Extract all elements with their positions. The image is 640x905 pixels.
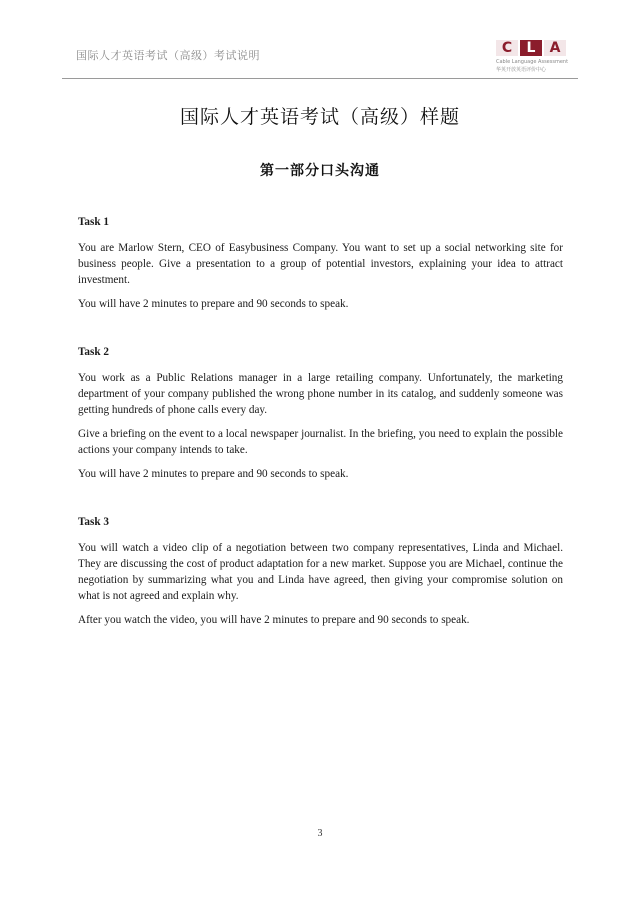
header-divider [62, 78, 578, 79]
page-header [62, 38, 578, 78]
task-3-block [78, 514, 563, 636]
task-2-briefing: Give a briefing on the event to a local newspaper journalist. In the briefing, you need to explain the possible actions your company intends to take. [78, 428, 563, 456]
task-1-timing: You will have 2 minutes to prepare and 90 seconds to speak. [78, 298, 349, 310]
document-title: 国际人才英语考试（高级）样题 [179, 106, 460, 128]
task-2-timing: You will have 2 minutes to prepare and 90 seconds to speak. [78, 468, 349, 480]
logo-letter-l: L [520, 40, 542, 56]
task-2-prompt: You work as a Public Relations manager in a large retailing company. Unfortunately, the marketing department of your company published the wrong phone number in its catalog, and suddenly someone was getting hundreds of phone calls every day. [78, 372, 563, 416]
logo-letter-a: A [544, 40, 566, 56]
task-2-block [78, 344, 563, 490]
task-3-heading: Task 3 [78, 516, 109, 528]
logo-subtitle-en: Cable Language Assessment [496, 59, 569, 65]
section-title: 第一部分口头沟通 [260, 163, 380, 179]
header-title: 国际人才英语考试（高级）考试说明 [76, 49, 260, 62]
task-3-prompt: You will watch a video clip of a negotiation between two company representatives, Linda and Michael. They are discussing the cost of product adaptation for a new market. Suppose you are Michael, continue the negotiation by summarizing what you and Linda have agreed, then giving your compromise solution on what is not agreed and explain why. [78, 542, 563, 602]
cla-logo [496, 38, 578, 72]
task-1-prompt: You are Marlow Stern, CEO of Easybusiness Company. You want to set up a social networking site for business people. Give a presentation to a group of potential investors, explaining your idea to attract investment. [78, 242, 563, 286]
task-1-block [78, 214, 563, 320]
page-number: 3 [317, 828, 323, 839]
logo-letter-c: C [496, 40, 518, 56]
task-2-heading: Task 2 [78, 346, 109, 358]
task-1-heading: Task 1 [78, 216, 109, 228]
logo-letters [496, 40, 578, 56]
logo-subtitle-cn: 华英开放英语评价中心 [496, 67, 547, 73]
task-3-timing: After you watch the video, you will have 2 minutes to prepare and 90 seconds to speak. [78, 614, 470, 626]
